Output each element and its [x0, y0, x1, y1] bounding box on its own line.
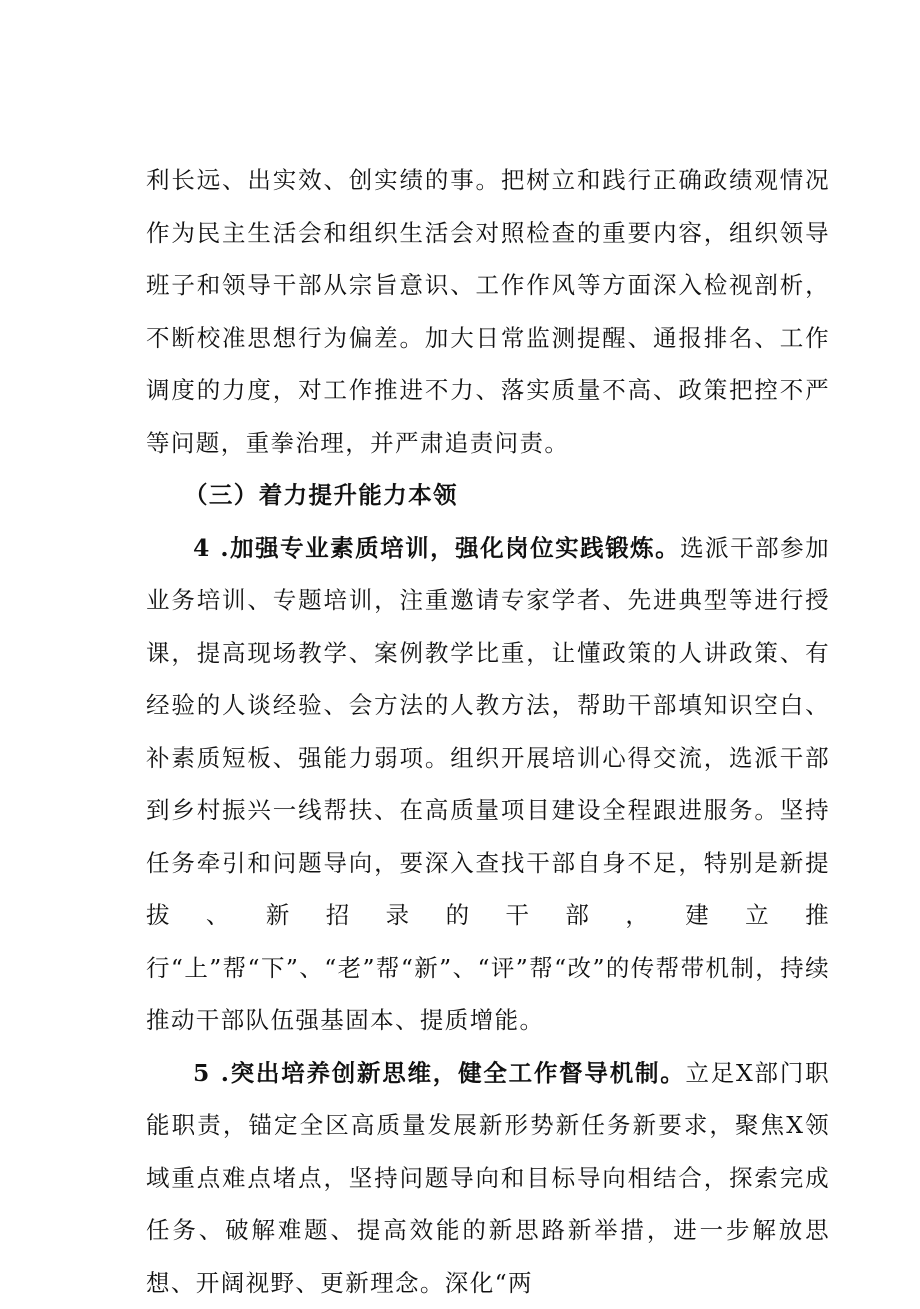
section-heading-3: （三）着力提升能力本领 — [146, 469, 830, 522]
item-4-lead: 4 .加强专业素质培训，强化岗位实践锻炼。 — [193, 534, 680, 562]
item-5-paragraph — [146, 1047, 830, 1309]
item-5-body: 立足X部门职能职责，锚定全区高质量发展新形势新任务新要求，聚焦X领域重点难点堵点，坚持问题导向和目标导向相结合，探索完成任务、破解难题、提高效能的新思路新举措，进一步解放思想、开阔视野、更新理念。深化“两 — [146, 1059, 830, 1297]
item-5-lead: 5 .突出培养创新思维，健全工作督导机制。 — [193, 1059, 686, 1087]
item-4-body: 选派干部参加业务培训、专题培训，注重邀请专家学者、先进典型等进行授课，提高现场教学、案例教学比重，让懂政策的人讲政策、有经验的人谈经验、会方法的人教方法，帮助干部填知识空白、补素质短板、强能力弱项。组织开展培训心得交流，选派干部到乡村振兴一线帮扶、在高质量项目建设全程跟进服务。坚持任务牵引和问题导向，要深入查找干部自身不足，特别是新提拔、新招录的干部，建立推行“上”帮“下”、“老”帮“新”、“评”帮“改”的传帮带机制，持续推动干部队伍强基固本、提质增能。 — [146, 534, 830, 1035]
paragraph-continuation: 利长远、出实效、创实绩的事。把树立和践行正确政绩观情况作为民主生活会和组织生活会对照检查的重要内容，组织领导班子和领导干部从宗旨意识、工作作风等方面深入检视剖析，不断校准思想行为偏差。加大日常监测提醒、通报排名、工作调度的力度，对工作推进不力、落实质量不高、政策把控不严等问题，重拳治理，并严肃追责问责。 — [146, 154, 830, 469]
document-page — [146, 154, 830, 1309]
item-4-paragraph — [146, 522, 830, 1047]
